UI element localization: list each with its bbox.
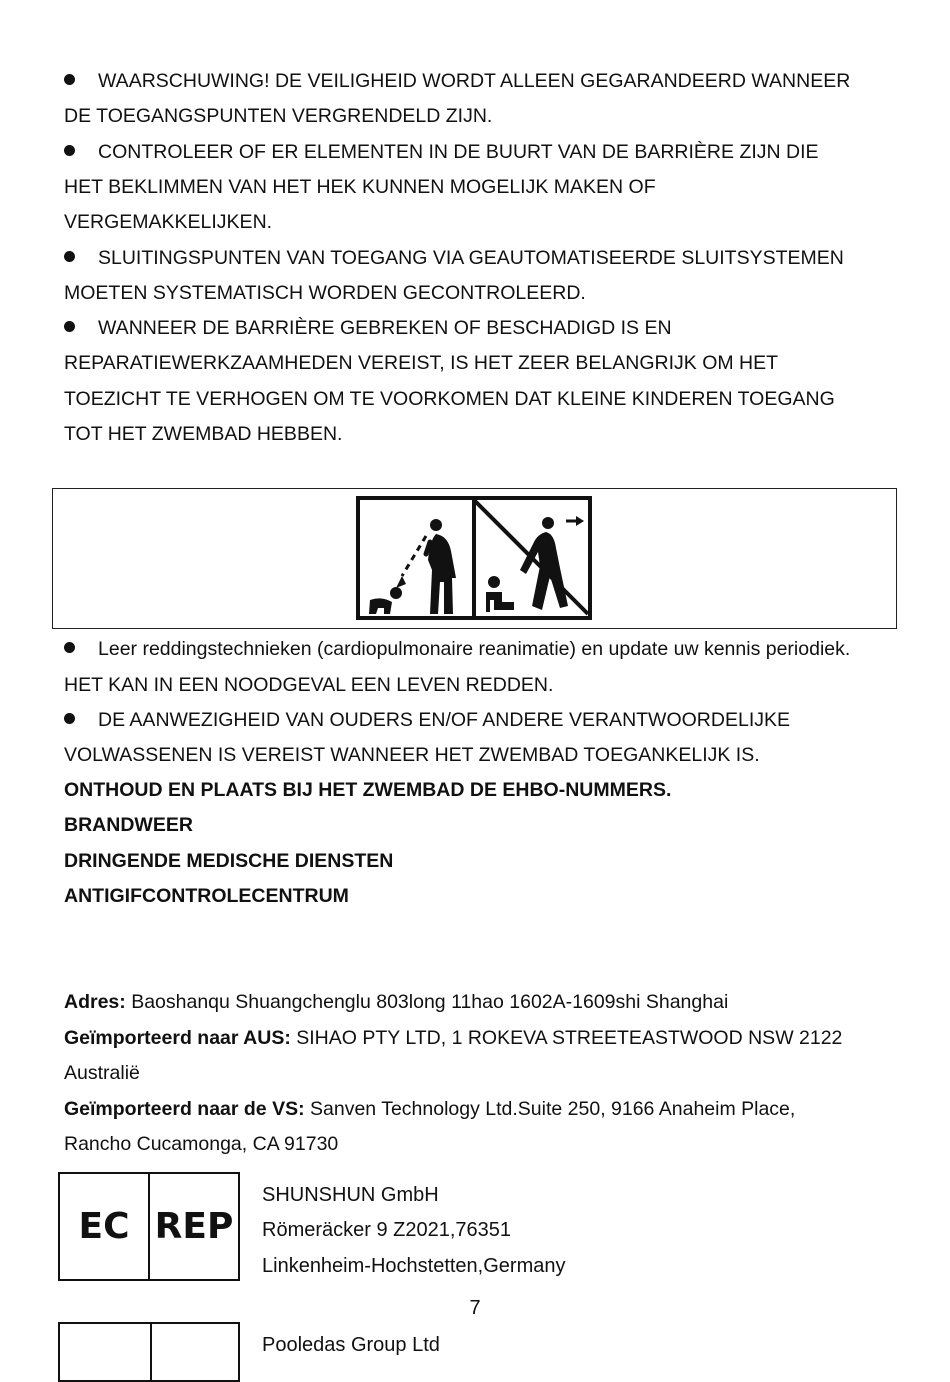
warning-1-line-2: DE TOEGANGSPUNTEN VERGRENDELD ZIJN. xyxy=(64,105,493,127)
us-importer-line xyxy=(64,1097,795,1121)
us-importer-line-2: Rancho Cucamonga, CA 91730 xyxy=(64,1133,339,1155)
warning-2-line-1 xyxy=(64,140,819,164)
rep-company-2: Pooledas Group Ltd xyxy=(262,1334,440,1356)
bullet-icon xyxy=(64,251,75,262)
emergency-heading: ONTHOUD EN PLAATS BIJ HET ZWEMBAD DE EHBO-NUMMERS. xyxy=(64,779,672,801)
warning-4-line-2: REPARATIEWERKZAAMHEDEN VEREIST, IS HET ZEER BELANGRIJK OM HET xyxy=(64,352,779,374)
divider xyxy=(150,1324,152,1380)
warning-4-line-4: TOT HET ZWEMBAD HEBBEN. xyxy=(64,423,343,445)
warning-3-line-1 xyxy=(64,246,844,270)
warning-2-line-3: VERGEMAKKELIJKEN. xyxy=(64,211,273,233)
ec-rep-symbol-2 xyxy=(58,1322,240,1382)
rescue-line-1 xyxy=(64,637,850,661)
emergency-medical: DRINGENDE MEDISCHE DIENSTEN xyxy=(64,850,394,872)
bullet-icon xyxy=(64,713,75,724)
text: DE AANWEZIGHEID VAN OUDERS EN/OF ANDERE VERANTWOORDELIJKE xyxy=(98,709,790,731)
ec-rep-symbol xyxy=(58,1172,240,1281)
supervision-line-2: VOLWASSENEN IS VEREIST WANNEER HET ZWEMBAD TOEGANKELIJK IS. xyxy=(64,744,760,766)
bullet-icon xyxy=(64,642,75,653)
bullet-icon xyxy=(64,145,75,156)
warning-4-line-1 xyxy=(64,316,672,340)
bullet-icon xyxy=(64,321,75,332)
rescue-line-2: HET KAN IN EEN NOODGEVAL EEN LEVEN REDDEN. xyxy=(64,674,554,696)
text: WAARSCHUWING! DE VEILIGHEID WORDT ALLEEN GEGARANDEERD WANNEER xyxy=(98,70,851,92)
page-number: 7 xyxy=(469,1297,481,1319)
rep-label: REP xyxy=(148,1174,238,1279)
address-label: Adres: xyxy=(64,991,126,1013)
rep-company: SHUNSHUN GmbH xyxy=(262,1184,439,1206)
emergency-fire: BRANDWEER xyxy=(64,814,193,836)
text: WANNEER DE BARRIÈRE GEBREKEN OF BESCHADIGD IS EN xyxy=(98,317,672,339)
address-value: Baoshanqu Shuangchenglu 803long 11hao 1602A-1609shi Shanghai xyxy=(125,991,729,1013)
text: CONTROLEER OF ER ELEMENTEN IN DE BUURT VAN DE BARRIÈRE ZIJN DIE xyxy=(98,141,819,163)
emergency-poison: ANTIGIFCONTROLECENTRUM xyxy=(64,885,349,907)
warning-2-line-2: HET BEKLIMMEN VAN HET HEK KUNNEN MOGELIJK MAKEN OF xyxy=(64,176,656,198)
supervision-line-1 xyxy=(64,708,790,732)
rep-city: Linkenheim-Hochstetten,Germany xyxy=(262,1255,566,1277)
ec-label: EC xyxy=(78,1206,130,1247)
aus-label: Geïmporteerd naar AUS: xyxy=(64,1027,291,1049)
text: SLUITINGSPUNTEN VAN TOEGANG VIA GEAUTOMATISEERDE SLUITSYSTEMEN xyxy=(98,247,844,269)
us-value: Sanven Technology Ltd.Suite 250, 9166 Anaheim Place, xyxy=(304,1098,796,1120)
address-line xyxy=(64,990,728,1014)
aus-value: SIHAO PTY LTD, 1 ROKEVA STREETEASTWOOD NSW 2122 xyxy=(290,1027,843,1049)
bullet-icon xyxy=(64,74,75,85)
aus-importer-line xyxy=(64,1026,842,1050)
text: Leer reddingstechnieken (cardiopulmonaire reanimatie) en update uw kennis periodiek. xyxy=(98,638,851,660)
warning-3-line-2: MOETEN SYSTEMATISCH WORDEN GECONTROLEERD. xyxy=(64,282,586,304)
warning-4-line-3: TOEZICHT TE VERHOGEN OM TE VOORKOMEN DAT KLEINE KINDEREN TOEGANG xyxy=(64,388,835,410)
rep-street: Römeräcker 9 Z2021,76351 xyxy=(262,1219,512,1241)
aus-importer-line-2: Australië xyxy=(64,1062,140,1084)
supervision-pictogram-icon xyxy=(356,496,592,621)
warning-1-line-1 xyxy=(64,69,850,93)
us-label: Geïmporteerd naar de VS: xyxy=(64,1098,305,1120)
